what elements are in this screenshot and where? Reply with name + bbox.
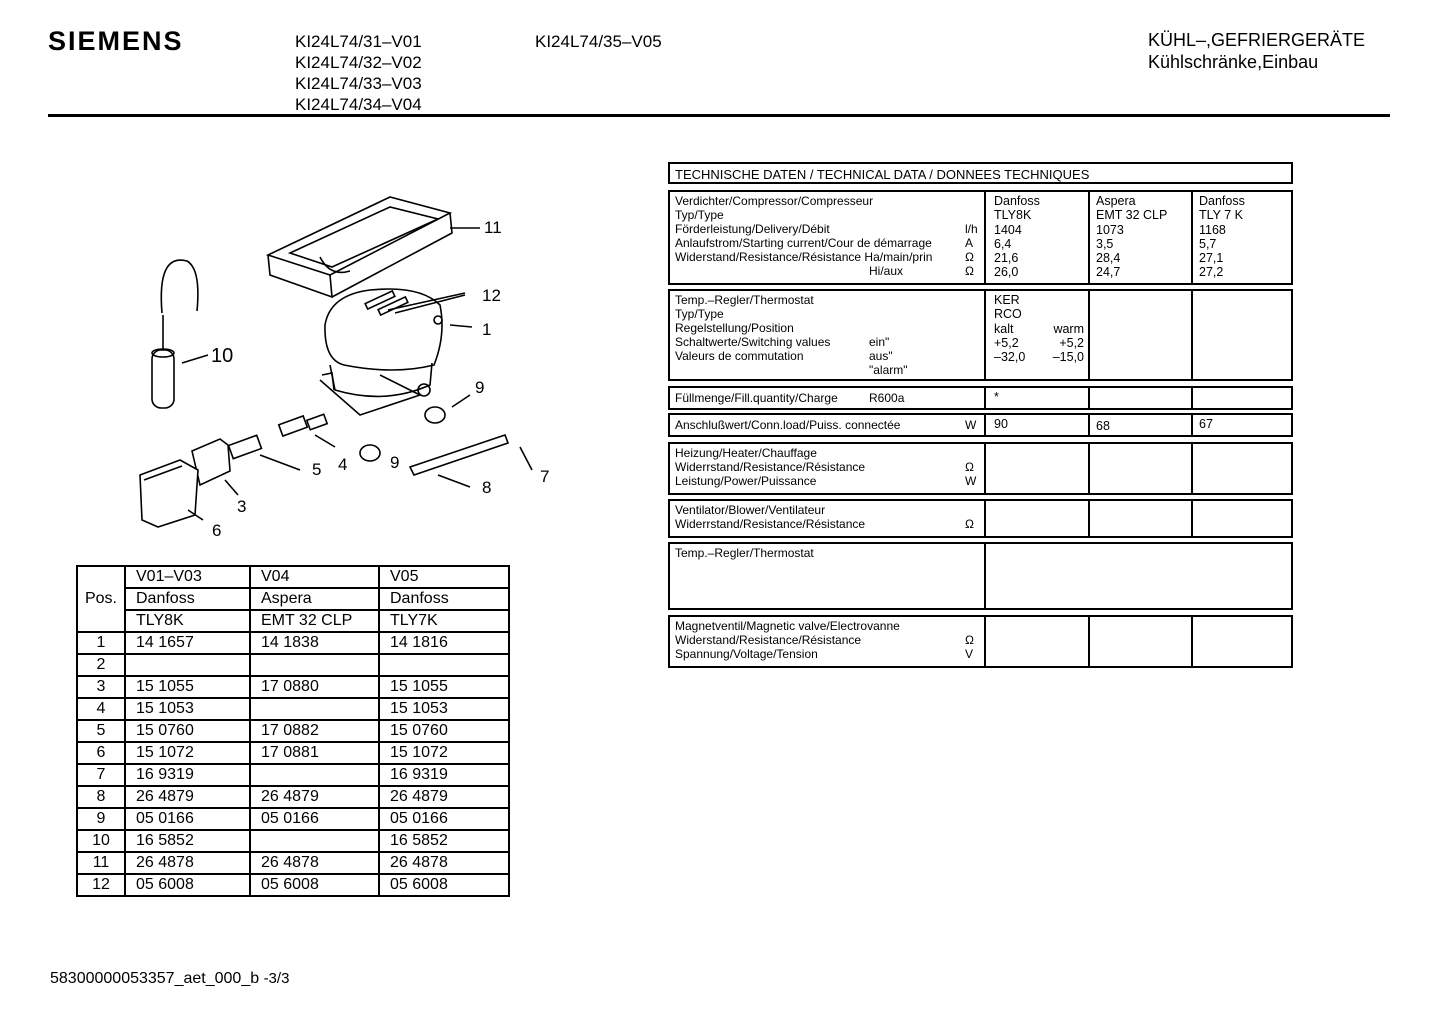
refrigerant: R600a — [869, 391, 905, 405]
model-list-secondary — [535, 31, 662, 52]
part-cell: 14 1657 — [125, 632, 250, 654]
part-cell — [250, 830, 379, 852]
part-cell: 05 6008 — [125, 874, 250, 896]
table-row — [77, 764, 509, 786]
category-subtitle: Kühlschränke,Einbau — [1148, 52, 1319, 72]
heater-section — [668, 442, 1293, 495]
tech-label: Typ/Type — [675, 208, 724, 222]
unit: Ω — [965, 633, 974, 647]
part-cell — [250, 654, 379, 676]
part-cell: 14 1816 — [379, 632, 509, 654]
part-cell: 17 0881 — [250, 742, 379, 764]
pos-cell: 9 — [77, 808, 125, 830]
tech-label: Typ/Type — [675, 307, 724, 321]
table-row — [77, 720, 509, 742]
model-number: KI24L74/35–V05 — [535, 32, 662, 51]
document-footer — [50, 970, 289, 988]
tech-label: Valeurs de commutation — [675, 349, 804, 363]
pos-cell: 7 — [77, 764, 125, 786]
pos-cell: 6 — [77, 742, 125, 764]
type-header: EMT 32 CLP — [250, 610, 379, 632]
tech-value: –32,0 — [994, 350, 1026, 365]
callout-8: 8 — [482, 478, 492, 497]
callout-4: 4 — [338, 455, 348, 474]
table-row — [77, 852, 509, 874]
callout-3: 3 — [237, 497, 247, 516]
tech-value: 68 — [1090, 415, 1193, 435]
unit: Ω — [965, 460, 974, 474]
part-cell: 05 6008 — [250, 874, 379, 896]
tech-value: KER — [994, 293, 1020, 307]
table-row — [77, 874, 509, 896]
unit: W — [965, 418, 977, 432]
unit: W — [965, 474, 977, 488]
tech-value: 67 — [1199, 417, 1213, 431]
part-cell: 15 1053 — [379, 698, 509, 720]
part-cell: 16 9319 — [125, 764, 250, 786]
page-number: -3/3 — [263, 970, 290, 987]
unit: Ω — [965, 517, 974, 531]
part-cell: 16 5852 — [379, 830, 509, 852]
header-divider — [48, 114, 1390, 117]
tech-value: 6,4 — [994, 236, 1012, 251]
tech-sublabel: "alarm" — [869, 363, 908, 377]
part-cell: 26 4879 — [250, 786, 379, 808]
tech-value: 1404 — [994, 222, 1022, 237]
document-id: 58300000053357_aet_000_b — [50, 970, 260, 987]
tech-value: Aspera — [1096, 194, 1136, 208]
tech-label: Füllmenge/Fill.quantity/Charge — [675, 391, 838, 405]
model-number: KI24L74/32–V02 — [295, 53, 422, 72]
variant-header: V01–V03 — [125, 566, 250, 588]
callout-11: 11 — [484, 218, 502, 237]
model-number: KI24L74/33–V03 — [295, 74, 422, 93]
part-cell — [250, 764, 379, 786]
part-cell: 26 4879 — [125, 786, 250, 808]
model-number: KI24L74/31–V01 — [295, 32, 422, 51]
callout-1: 1 — [482, 320, 492, 339]
tech-value: +5,2 — [1059, 335, 1084, 350]
part-cell: 05 0166 — [125, 808, 250, 830]
tech-label: Temp.–Regler/Thermostat — [675, 546, 814, 560]
tech-value: +5,2 — [994, 335, 1019, 350]
part-cell: 15 0760 — [379, 720, 509, 742]
thermostat2-section — [668, 542, 1293, 610]
part-cell: 14 1838 — [250, 632, 379, 654]
tech-value: 26,0 — [994, 265, 1019, 280]
tech-value: * — [988, 388, 1090, 408]
tech-value: Danfoss — [994, 194, 1040, 208]
capacitor-drawing — [152, 260, 198, 408]
tech-label: Widerstand/Resistance/Résistance Ha/main/prin — [675, 250, 933, 264]
unit: V — [965, 647, 974, 661]
callout-5: 5 — [312, 460, 322, 479]
part-cell — [379, 654, 509, 676]
part-cell: 05 0166 — [379, 808, 509, 830]
table-row — [77, 676, 509, 698]
tech-label: Widerrstand/Resistance/Résistance — [675, 460, 866, 474]
siemens-logo: SIEMENS — [48, 26, 184, 56]
compressor-exploded-diagram — [120, 185, 560, 545]
compressor-section — [668, 190, 1293, 285]
tech-label: Spannung/Voltage/Tension — [675, 647, 818, 661]
callout-6: 6 — [212, 521, 222, 540]
tech-label: Magnetventil/Magnetic valve/Electrovanne — [675, 619, 900, 633]
tech-label: Widerrstand/Resistance/Résistance — [675, 517, 866, 531]
tech-label: Förderleistung/Delivery/Débit — [675, 222, 830, 236]
tech-value: 1168 — [1199, 222, 1226, 237]
callout-9: 9 — [390, 453, 400, 472]
tech-label: Anschlußwert/Conn.load/Puiss. connectée — [675, 418, 901, 432]
unit: Ω — [965, 264, 974, 278]
tech-value: 3,5 — [1096, 236, 1114, 251]
drip-tray-drawing — [268, 197, 452, 297]
clip-drawing — [229, 414, 328, 458]
part-cell — [250, 698, 379, 720]
magnet-valve-section — [668, 615, 1293, 668]
part-cell: 15 1072 — [379, 742, 509, 764]
part-cell — [125, 654, 250, 676]
model-list-primary — [295, 31, 422, 115]
table-row — [77, 830, 509, 852]
relay-drawing — [140, 439, 230, 527]
type-header: TLY7K — [379, 610, 509, 632]
tech-label: Hi/aux — [869, 264, 904, 278]
table-row — [77, 632, 509, 654]
table-row — [77, 786, 509, 808]
unit: Ω — [965, 250, 974, 264]
tech-value: 27,2 — [1199, 265, 1224, 280]
pos-cell: 11 — [77, 852, 125, 874]
part-cell: 15 1053 — [125, 698, 250, 720]
parts-table — [76, 565, 510, 897]
pos-header: Pos. — [77, 566, 125, 632]
tech-label: Leistung/Power/Puissance — [675, 474, 817, 488]
pos-cell: 4 — [77, 698, 125, 720]
connected-load-section — [668, 413, 1293, 437]
tech-value: RCO — [994, 307, 1022, 322]
part-cell: 26 4878 — [250, 852, 379, 874]
pos-cell: 1 — [77, 632, 125, 654]
tech-value: EMT 32 CLP — [1096, 208, 1168, 223]
tech-value: –15,0 — [1052, 350, 1084, 365]
part-cell: 26 4878 — [125, 852, 250, 874]
tech-label: Anlaufstrom/Starting current/Cour de démarrage — [675, 236, 932, 250]
table-row — [77, 808, 509, 830]
tech-value: TLY 7 K — [1199, 208, 1244, 223]
tech-value: TLY8K — [994, 208, 1032, 223]
pos-cell: 5 — [77, 720, 125, 742]
tech-sublabel: aus" — [869, 349, 893, 363]
type-header: TLY8K — [125, 610, 250, 632]
tech-value: 90 — [988, 415, 1090, 435]
table-row — [77, 654, 509, 676]
tech-title: TECHNISCHE DATEN / TECHNICAL DATA / DONNEES TECHNIQUES — [668, 162, 1293, 184]
tech-value: 21,6 — [994, 251, 1019, 266]
make-header: Danfoss — [125, 588, 250, 610]
part-cell: 17 0882 — [250, 720, 379, 742]
part-cell: 16 9319 — [379, 764, 509, 786]
make-header: Aspera — [250, 588, 379, 610]
tech-label: Widerstand/Resistance/Résistance — [675, 633, 862, 647]
variant-header: V05 — [379, 566, 509, 588]
tech-label: Regelstellung/Position — [675, 321, 794, 335]
category-title: KÜHL–,GEFRIERGERÄTE — [1148, 30, 1366, 50]
part-cell: 05 0166 — [250, 808, 379, 830]
tech-value: 24,7 — [1096, 265, 1121, 280]
thermostat-section — [668, 289, 1293, 381]
part-cell: 26 4879 — [379, 786, 509, 808]
part-cell: 15 0760 — [125, 720, 250, 742]
table-row — [77, 698, 509, 720]
part-cell: 26 4878 — [379, 852, 509, 874]
callout-10: 10 — [211, 345, 234, 367]
make-header: Danfoss — [379, 588, 509, 610]
unit: l/h — [965, 222, 978, 236]
pos-cell: 12 — [77, 874, 125, 896]
part-cell: 15 1072 — [125, 742, 250, 764]
callout-7: 7 — [540, 467, 550, 486]
tech-value: warm — [1053, 321, 1084, 336]
tech-sublabel: ein" — [869, 335, 890, 349]
part-cell: 17 0880 — [250, 676, 379, 698]
tech-value: 5,7 — [1199, 236, 1217, 251]
unit: A — [965, 236, 974, 250]
part-cell: 15 1055 — [125, 676, 250, 698]
tech-label: Schaltwerte/Switching values — [675, 335, 831, 349]
pos-cell: 10 — [77, 830, 125, 852]
tech-label: Verdichter/Compressor/Compresseur — [675, 194, 874, 208]
fan-section — [668, 499, 1293, 538]
tech-label: Heizung/Heater/Chauffage — [675, 446, 817, 460]
tech-label: Ventilator/Blower/Ventilateur — [675, 503, 826, 517]
model-number: KI24L74/34–V04 — [295, 95, 422, 114]
tech-value: Danfoss — [1199, 194, 1245, 208]
table-row — [77, 742, 509, 764]
compressor-body-drawing — [320, 289, 442, 415]
variant-header: V04 — [250, 566, 379, 588]
tech-value: 28,4 — [1096, 251, 1121, 266]
part-cell: 15 1055 — [379, 676, 509, 698]
tech-value: kalt — [994, 321, 1014, 336]
pos-cell: 3 — [77, 676, 125, 698]
fill-quantity-section — [668, 386, 1293, 410]
pos-cell: 8 — [77, 786, 125, 808]
product-category — [1148, 29, 1365, 73]
part-cell: 16 5852 — [125, 830, 250, 852]
tech-label: Temp.–Regler/Thermostat — [675, 293, 814, 307]
part-cell: 05 6008 — [379, 874, 509, 896]
tech-value: 27,1 — [1199, 251, 1224, 266]
callout-12: 12 — [482, 286, 501, 305]
pos-cell: 2 — [77, 654, 125, 676]
tech-value: 1073 — [1096, 222, 1124, 237]
callout-9: 9 — [475, 378, 485, 397]
